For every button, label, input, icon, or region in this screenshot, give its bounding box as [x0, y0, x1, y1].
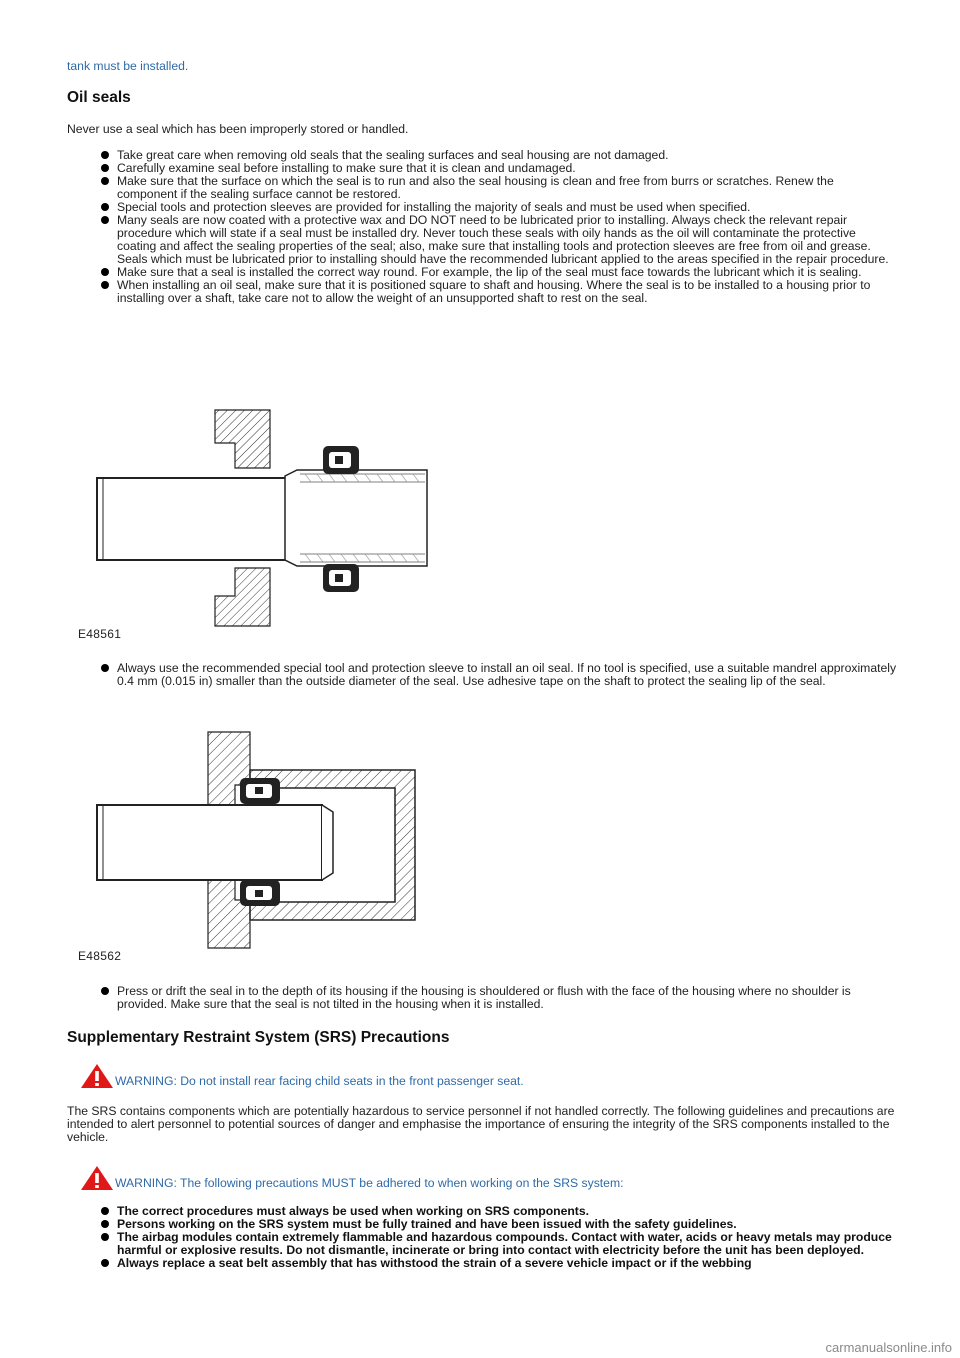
srs-paragraph: The SRS contains components which are potentially hazardous to service personnel if not handled correctly. The following guidelines and precautions are intended to alert personnel to potential sources of danger and emphasise the importance of ensuring the integrity of the SRS components installed to the vehicle.	[67, 1104, 895, 1144]
seal-housing-diagram	[85, 730, 430, 952]
list-item: Always use the recommended special tool and protection sleeve to install an oil seal. If no tool is specified, use a suitable mandrel approximately 0.4 mm (0.015 in) smaller than the outside diameter of the seal. Use adhesive tape on the shaft to protect the sealing lip of the seal.	[67, 662, 897, 688]
warning-icon	[80, 1063, 114, 1089]
list-item: The airbag modules contain extremely flammable and hazardous compounds. Contact with water, acids or heavy metals may produce harmful or explosive results. Do not dismantle, incinerate or bring into contact with electricity before the unit has been deployed.	[67, 1231, 897, 1257]
oil-seals-list-2	[67, 662, 897, 688]
list-item: Make sure that the surface on which the seal is to run and also the seal housing is clean and free from burrs or scratches. Renew the component if the sealing surface cannot be restored.	[67, 175, 897, 201]
warning-child-seats	[80, 1063, 905, 1089]
warning-srs-precautions	[80, 1165, 905, 1191]
srs-precautions-list	[67, 1205, 897, 1270]
oil-seals-intro: Never use a seal which has been improperly stored or handled.	[67, 122, 409, 136]
list-item: When installing an oil seal, make sure that it is positioned square to shaft and housing. Where the seal is to be installed to a housing prior to installing over a shaft, take care not to allow the weight of an unsupported shaft to rest on the seal.	[67, 279, 897, 305]
oil-seals-list	[67, 149, 897, 305]
list-item: Take great care when removing old seals that the sealing surfaces and seal housing are not damaged.	[67, 149, 897, 162]
seal-shaft-diagram	[85, 408, 430, 630]
oil-seals-heading: Oil seals	[67, 89, 131, 106]
list-item: Persons working on the SRS system must be fully trained and have been issued with the safety guidelines.	[67, 1218, 897, 1231]
list-item: Carefully examine seal before installing to make sure that it is clean and undamaged.	[67, 162, 897, 175]
warning-text: WARNING: Do not install rear facing child seats in the front passenger seat.	[115, 1074, 524, 1088]
srs-heading: Supplementary Restraint System (SRS) Precautions	[67, 1029, 450, 1046]
list-item: The correct procedures must always be used when working on SRS components.	[67, 1205, 897, 1218]
continued-text: tank must be installed.	[67, 59, 189, 73]
list-item: Make sure that a seal is installed the correct way round. For example, the lip of the seal must face towards the lubricant which it is sealing.	[67, 266, 897, 279]
list-item: Always replace a seat belt assembly that has withstood the strain of a severe vehicle impact or if the webbing	[67, 1257, 897, 1270]
oil-seals-list-3	[67, 985, 897, 1011]
list-item: Many seals are now coated with a protective wax and DO NOT need to be lubricated prior to installing. Always check the relevant repair procedure which will state if a seal must be installed dry. Never touch these seals with oily hands as the oil will contaminate the protective coating and affect the sealing properties of the seal; also, make sure that installing tools and protection sleeves are free from oil and grease. Seals which must be lubricated prior to installing should have the recommended lubricant applied to the areas specified in the repair procedure.	[67, 214, 897, 266]
seal-housing-figure	[85, 730, 430, 952]
warning-icon	[80, 1165, 114, 1191]
list-item: Special tools and protection sleeves are provided for installing the majority of seals and must be used when specified.	[67, 201, 897, 214]
figure-id: E48562	[78, 949, 122, 963]
figure-id: E48561	[78, 627, 122, 641]
warning-text: WARNING: The following precautions MUST be adhered to when working on the SRS system:	[115, 1176, 624, 1190]
watermark: carmanualsonline.info	[825, 1340, 952, 1355]
list-item: Press or drift the seal in to the depth of its housing if the housing is shouldered or flush with the face of the housing where no shoulder is provided. Make sure that the seal is not tilted in the housing when it is installed.	[67, 985, 897, 1011]
seal-shaft-figure	[85, 408, 430, 630]
